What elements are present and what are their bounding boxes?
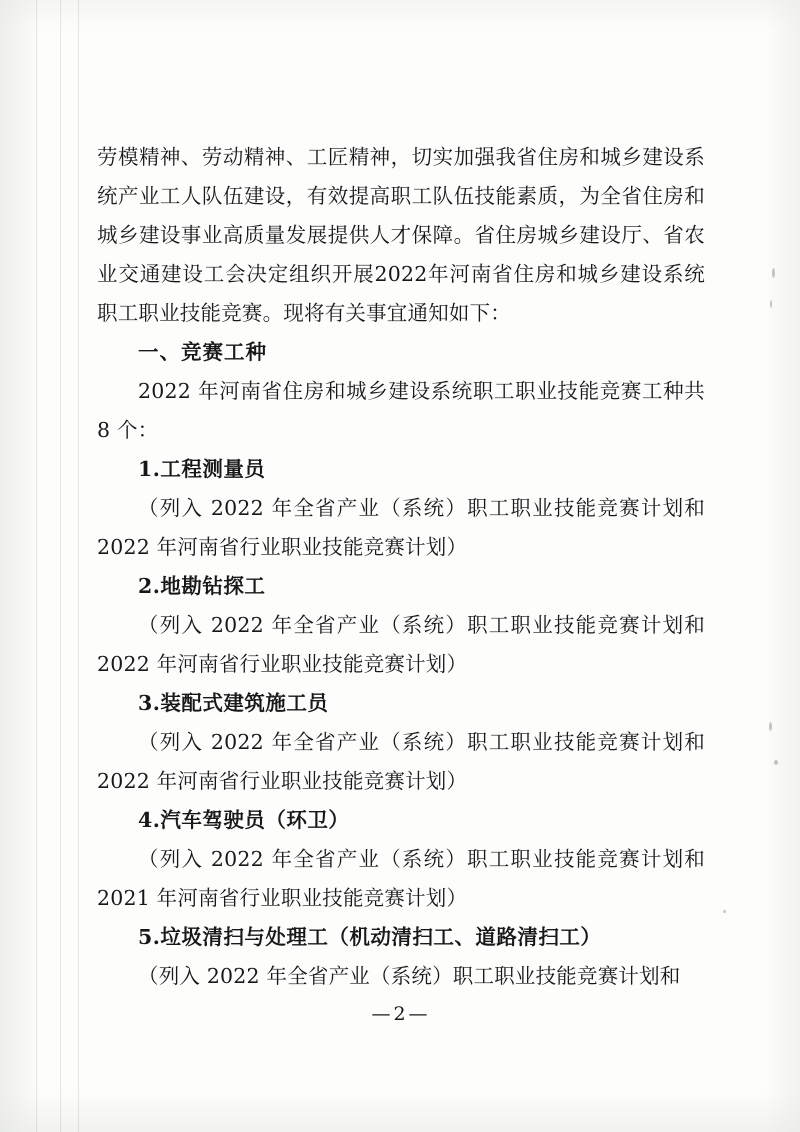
item-3-title: 3.装配式建筑施工员 [138, 691, 329, 715]
scan-speck [723, 910, 726, 913]
footer-dash-left: — [371, 1003, 392, 1025]
item-5-title: 5.垃圾清扫与处理工（机动清扫工、道路清扫工） [138, 925, 602, 949]
document-body [97, 138, 705, 996]
item-4-title: 4.汽车驾驶员（环卫） [138, 808, 350, 832]
scan-fold-line [36, 0, 37, 1132]
item-1-note: （列入 2022 年全省产业（系统）职工职业技能竞赛计划和 2022 年河南省行业职业技能竞赛计划） [97, 496, 705, 559]
item-1-title: 1.工程测量员 [138, 457, 266, 481]
scan-fold-line [60, 0, 61, 1132]
footer-dash-right: — [408, 1003, 429, 1025]
scan-speck [774, 760, 778, 765]
paragraph-intro: 劳模精神、劳动精神、工匠精神，切实加强我省住房和城乡建设系统产业工人队伍建设，有效提高职工队伍技能素质，为全省住房和城乡建设事业高质量发展提供人才保障。省住房城乡建设厅、省农业交通建设工会决定组织开展2022年河南省住房和城乡建设系统职工职业技能竞赛。现将有关事宜通知如下： [97, 145, 705, 325]
page-number: 2 [393, 1003, 407, 1025]
page-footer [0, 1003, 800, 1025]
item-4-note: （列入 2022 年全省产业（系统）职工职业技能竞赛计划和 2021 年河南省行业职业技能竞赛计划） [97, 847, 705, 910]
section-heading-competition-types: 一、竞赛工种 [138, 340, 267, 364]
item-5-note: （列入 2022 年全省产业（系统）职工职业技能竞赛计划和 [138, 964, 681, 988]
item-3-note: （列入 2022 年全省产业（系统）职工职业技能竞赛计划和 2022 年河南省行业职业技能竞赛计划） [97, 730, 705, 793]
item-2-title: 2.地勘钻探工 [138, 574, 266, 598]
scan-speck [770, 300, 772, 308]
paragraph-count: 2022 年河南省住房和城乡建设系统职工职业技能竞赛工种共 8 个： [97, 379, 705, 442]
scan-fold-line [78, 0, 79, 1132]
scan-speck [769, 722, 772, 731]
item-2-note: （列入 2022 年全省产业（系统）职工职业技能竞赛计划和 2022 年河南省行业职业技能竞赛计划） [97, 613, 705, 676]
scan-speck [772, 268, 775, 278]
